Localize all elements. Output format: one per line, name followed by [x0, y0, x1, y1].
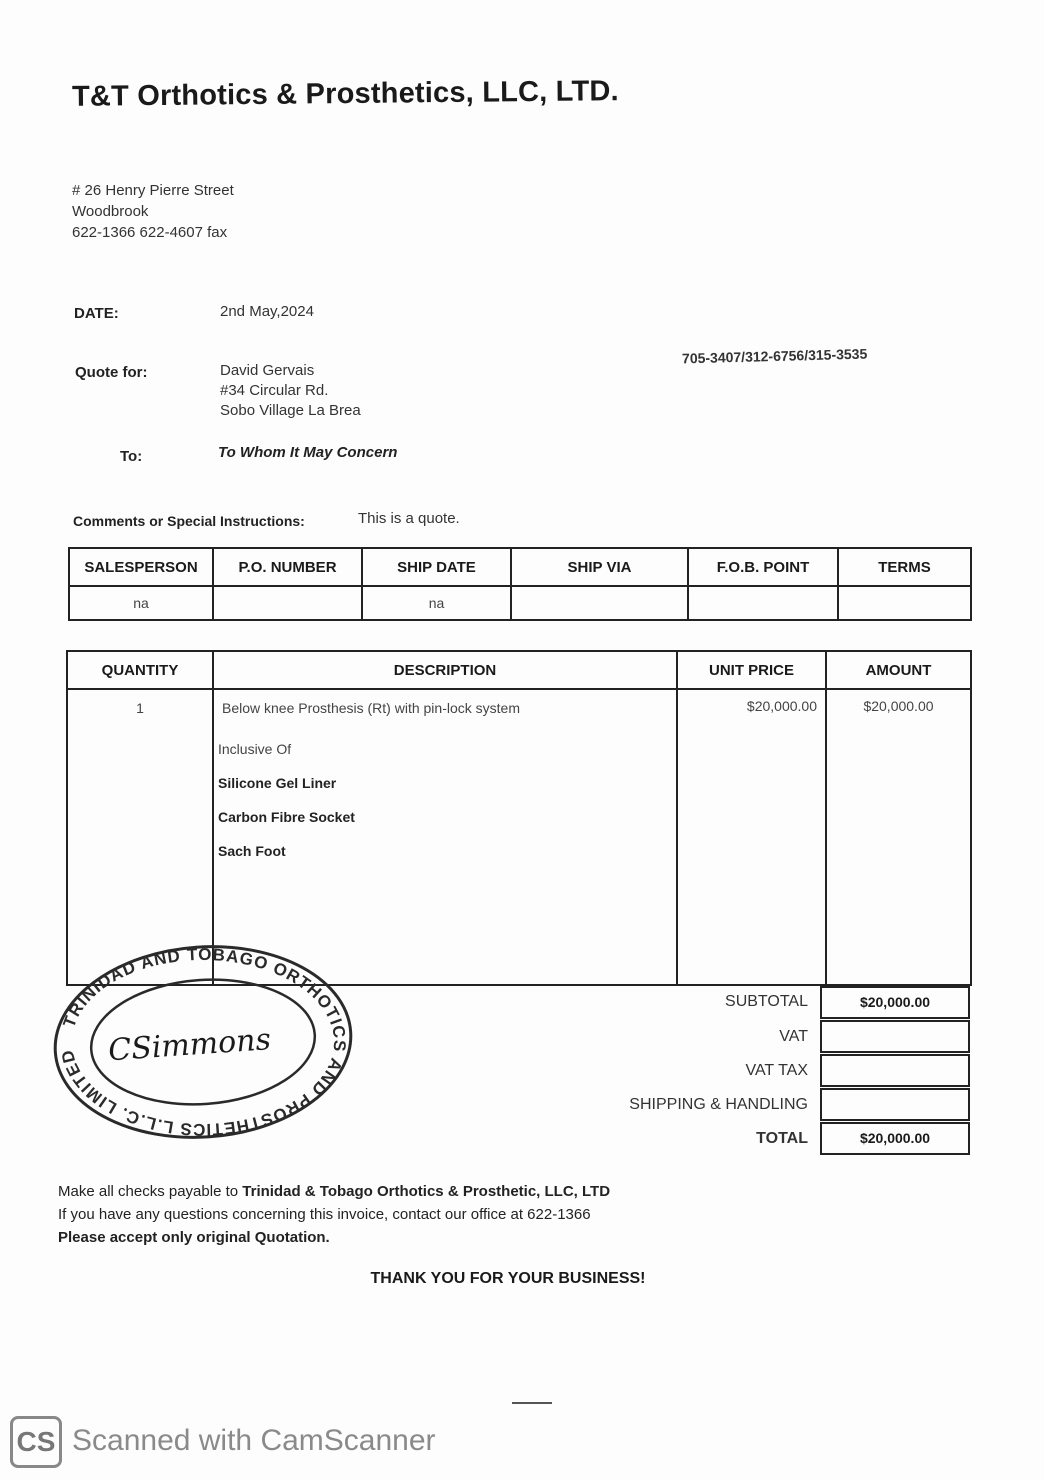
- to-value: To Whom It May Concern: [218, 444, 398, 461]
- stamp-signature: CSimmons: [107, 1022, 273, 1069]
- item-description: [213, 689, 677, 985]
- stamp-ring-text: TRINIDAD AND TOBAGO ORTHOTICS AND PROSTHETICS L.L.C. LIMITED: [57, 944, 350, 1140]
- company-name: T&T Orthotics & Prosthetics, LLC, LTD.: [71, 75, 619, 113]
- header-ship-via: SHIP VIA: [511, 548, 688, 586]
- vat-label: VAT: [779, 1028, 808, 1045]
- ship-via-value: [511, 586, 688, 620]
- header-unit-price: UNIT PRICE: [677, 651, 826, 689]
- address-line1: # 26 Henry Pierre Street: [72, 182, 234, 199]
- address-line2: Woodbrook: [72, 203, 149, 220]
- company-address: [72, 180, 234, 243]
- shipping-label: SHIPPING & HANDLING: [629, 1096, 808, 1113]
- description-line: Sach Foot: [218, 843, 286, 859]
- item-unit-price: $20,000.00: [677, 689, 826, 985]
- vat-tax-value: [820, 1054, 970, 1087]
- quote-for-label: Quote for:: [75, 364, 148, 381]
- camscanner-logo-icon: CS: [10, 1416, 62, 1468]
- item-quantity: 1: [67, 689, 213, 985]
- client-phone: 705-3407/312-6756/315-3535: [681, 345, 868, 367]
- salesperson-value: na: [69, 586, 213, 620]
- header-amount: AMOUNT: [826, 651, 971, 689]
- footer-notes: [58, 1180, 610, 1249]
- scan-mark: [512, 1402, 552, 1404]
- company-phones: 622-1366 622-4607 fax: [72, 224, 228, 241]
- header-fob-point: F.O.B. POINT: [688, 548, 838, 586]
- order-info-table: [68, 547, 972, 621]
- description-line: Carbon Fibre Socket: [218, 809, 355, 825]
- questions-line: If you have any questions concerning this invoice, contact our office at 622-1366: [58, 1206, 591, 1223]
- original-quotation-line: Please accept only original Quotation.: [58, 1229, 330, 1246]
- client-address2: Sobo Village La Brea: [220, 402, 361, 419]
- terms-value: [838, 586, 971, 620]
- subtotal-label: SUBTOTAL: [725, 993, 808, 1010]
- description-line: Silicone Gel Liner: [218, 775, 337, 791]
- date-value: 2nd May,2024: [220, 303, 314, 320]
- ship-date-value: na: [362, 586, 511, 620]
- date-label: DATE:: [74, 305, 119, 322]
- header-po-number: P.O. NUMBER: [213, 548, 362, 586]
- item-amount: $20,000.00: [826, 689, 971, 985]
- header-quantity: QUANTITY: [67, 651, 213, 689]
- total-value: $20,000.00: [820, 1122, 970, 1155]
- payable-prefix: Make all checks payable to: [58, 1183, 243, 1200]
- items-table: [66, 650, 972, 986]
- payable-payee: Trinidad & Tobago Orthotics & Prosthetic, LLC, LTD: [242, 1183, 611, 1200]
- client-name: David Gervais: [220, 362, 315, 379]
- comments-label: Comments or Special Instructions:: [73, 513, 305, 529]
- po-number-value: [213, 586, 362, 620]
- header-salesperson: SALESPERSON: [69, 548, 213, 586]
- description-line: Below knee Prosthesis (Rt) with pin-lock system: [222, 700, 520, 716]
- client-address1: #34 Circular Rd.: [220, 382, 329, 399]
- to-label: To:: [120, 448, 143, 465]
- subtotal-value: $20,000.00: [820, 986, 970, 1019]
- header-terms: TERMS: [838, 548, 971, 586]
- company-stamp: [50, 942, 356, 1142]
- comments-value: This is a quote.: [358, 510, 460, 527]
- vat-value: [820, 1020, 970, 1053]
- header-description: DESCRIPTION: [213, 651, 677, 689]
- fob-point-value: [688, 586, 838, 620]
- description-line: Inclusive Of: [218, 741, 292, 757]
- thank-you: THANK YOU FOR YOUR BUSINESS!: [370, 1270, 646, 1287]
- shipping-value: [820, 1088, 970, 1121]
- header-ship-date: SHIP DATE: [362, 548, 511, 586]
- client-block: [220, 361, 361, 421]
- payable-line: [58, 1180, 610, 1203]
- vat-tax-label: VAT TAX: [745, 1062, 808, 1079]
- camscanner-watermark: Scanned with CamScanner: [72, 1424, 436, 1457]
- total-label: TOTAL: [756, 1130, 808, 1147]
